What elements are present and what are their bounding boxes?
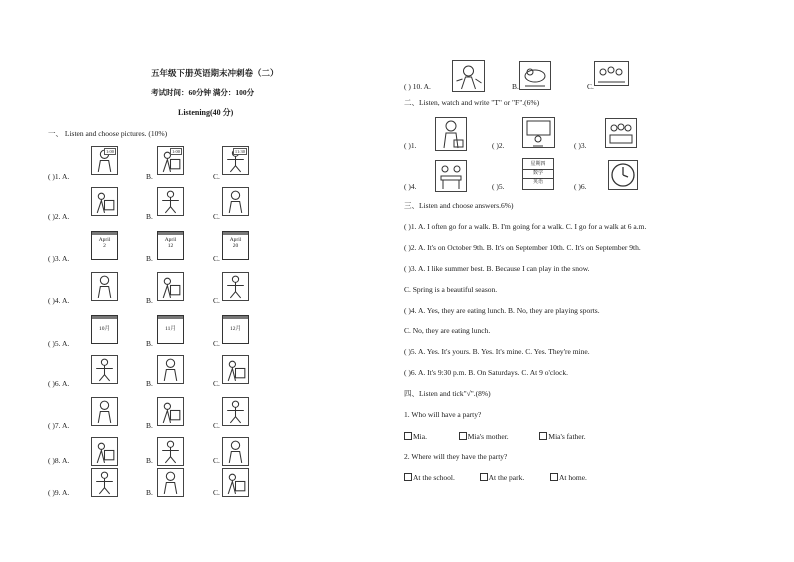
s1-question-label: ( )4. A.: [48, 296, 70, 305]
family-icon: [222, 397, 249, 426]
s1-option-c: C.: [213, 172, 220, 181]
calendar-month: April: [229, 237, 242, 243]
option-mias-father: Mia's father.: [548, 432, 586, 441]
checkbox[interactable]: [539, 432, 547, 440]
reading-icon: [157, 187, 184, 216]
s1-question-label: ( )1. A.: [48, 172, 70, 181]
people-icon: [222, 437, 249, 466]
calendar-month: April: [98, 237, 111, 243]
calendar-month: 11月: [165, 326, 176, 332]
schedule-subject-2: 英语: [532, 180, 543, 185]
calendar-icon: [157, 231, 184, 260]
clock-boy-icon: [222, 146, 249, 175]
calendar-icon: [91, 315, 118, 344]
s1-option-b: B.: [146, 254, 153, 263]
s4-question-1: 1. Who will have a party?: [404, 410, 482, 419]
schedule-subject-1: 数学: [523, 170, 553, 179]
s4-q2-options: [404, 473, 587, 482]
s1-question-label: ( )3. A.: [48, 254, 70, 263]
s3-question-3c: C. Spring is a beautiful season.: [404, 285, 498, 294]
s3-question-6: ( )6. A. It's 9:30 p.m. B. On Saturdays. C. At 9 o'clock.: [404, 368, 568, 377]
s2-item-1: ( )1.: [404, 141, 417, 150]
s3-question-3: ( )3. A. I like summer best. B. Because I can play in the snow.: [404, 264, 590, 273]
s1-option-c: C.: [213, 379, 220, 388]
option-home: At home.: [559, 473, 587, 482]
calendar-month: April: [164, 237, 177, 243]
calendar-icon: [222, 315, 249, 344]
s2-item-5: ( )5.: [492, 182, 505, 191]
checkbox[interactable]: [404, 432, 412, 440]
basket-icon: [91, 437, 118, 466]
bag-icon: [157, 437, 184, 466]
section4-heading: 四、Listen and tick"√".(8%): [404, 389, 491, 398]
s1-option-b: B.: [146, 172, 153, 181]
number-one-coin-icon: [91, 468, 118, 497]
children-playing-icon: [91, 355, 118, 384]
s1-option-c: C.: [213, 339, 220, 348]
s1-question-label: ( )6. A.: [48, 379, 70, 388]
calendar-day: 2: [103, 243, 106, 250]
s3-question-4c: C. No, they are eating lunch.: [404, 326, 491, 335]
s2-picture-1: [435, 117, 467, 151]
boy-waving-icon: [157, 272, 184, 301]
calendar-day: 12: [167, 243, 174, 250]
s2-picture-4: [435, 160, 467, 192]
exam-info: 考试时间：60分钟 满分：100分: [151, 88, 255, 97]
s1-option-c: C.: [213, 456, 220, 465]
s1-question-label: ( )2. A.: [48, 212, 70, 221]
q10-picture-b: [519, 61, 551, 90]
s4-q1-options: [404, 432, 586, 441]
checkbox[interactable]: [404, 473, 412, 481]
boy-running-icon: [222, 355, 249, 384]
clock-time: 11:30: [234, 149, 245, 154]
s1-option-c: C.: [213, 421, 220, 430]
s1-option-c: C.: [213, 296, 220, 305]
listening-title: Listening(40 分): [178, 108, 234, 117]
schedule-day: 星期四: [523, 161, 553, 170]
s1-question-label: ( )5. A.: [48, 339, 70, 348]
option-park: At the park.: [488, 473, 525, 482]
birthday-icon: [157, 397, 184, 426]
clock-icon: [609, 161, 637, 189]
number-three-coin-icon: [157, 468, 184, 497]
s1-option-b: B.: [146, 339, 153, 348]
s2-item-2: ( )2.: [492, 141, 505, 150]
calendar-month: 10月: [98, 326, 110, 332]
calendar-icon: [222, 231, 249, 260]
s1-option-c: C.: [213, 254, 220, 263]
clock-coin-icon: [222, 468, 249, 497]
s1-option-b: B.: [146, 212, 153, 221]
calendar-icon: [91, 231, 118, 260]
s1-option-b: B.: [146, 379, 153, 388]
s1-option-c: C.: [213, 212, 220, 221]
q10-label: ( ) 10. A.: [404, 82, 431, 91]
q10-option-b: B.: [512, 82, 519, 91]
option-mias-mother: Mia's mother.: [467, 432, 509, 441]
s3-question-1: ( )1. A. I often go for a walk. B. I'm going for a walk. C. I go for a walk at 6 a.m.: [404, 222, 647, 231]
checkbox[interactable]: [459, 432, 467, 440]
s1-option-b: B.: [146, 488, 153, 497]
q10-picture-c: [594, 61, 629, 86]
s2-picture-2: [522, 117, 555, 148]
section1-heading: 一、 Listen and choose pictures. (10%): [48, 129, 168, 138]
s1-question-label: ( )7. A.: [48, 421, 70, 430]
clock-time: 1:00: [171, 149, 180, 154]
s2-schedule-card: [522, 158, 554, 190]
option-school: At the school.: [413, 473, 455, 482]
s2-item-6: ( )6.: [574, 182, 587, 191]
option-mia: Mia.: [413, 432, 427, 441]
checkbox[interactable]: [550, 473, 558, 481]
clock-girl-icon: [157, 146, 184, 175]
page-title: 五年级下册英语期末冲刺卷（二）: [151, 68, 279, 78]
s2-clock-picture: [608, 160, 638, 190]
girl-icon: [222, 272, 249, 301]
s1-option-b: B.: [146, 456, 153, 465]
s1-option-b: B.: [146, 421, 153, 430]
s2-item-3: ( )3.: [574, 141, 587, 150]
climbing-icon: [157, 355, 184, 384]
s1-option-b: B.: [146, 296, 153, 305]
calendar-month: 12月: [229, 326, 241, 332]
s2-picture-3: [605, 118, 637, 148]
calendar-icon: [157, 315, 184, 344]
section2-heading: 二、Listen, watch and write "T" or "F".(6%): [404, 98, 540, 107]
checkbox[interactable]: [480, 473, 488, 481]
clock-time: 1:00: [105, 149, 114, 154]
cleaning-icon: [222, 187, 249, 216]
s1-option-c: C.: [213, 488, 220, 497]
s3-question-2: ( )2. A. It's on October 9th. B. It's on September 10th. C. It's on September 9th.: [404, 243, 641, 252]
s2-item-4: ( )4.: [404, 182, 417, 191]
s4-question-2: 2. Where will they have the party?: [404, 452, 508, 461]
q10-option-c: C.: [587, 82, 594, 91]
q10-picture-a: [452, 60, 485, 92]
s3-question-5: ( )5. A. Yes. It's yours. B. Yes. It's mine. C. Yes. They're mine.: [404, 347, 590, 356]
section3-heading: 三、Listen and choose answers.6%): [404, 201, 514, 210]
calendar-day: 20: [232, 243, 239, 250]
s3-question-4: ( )4. A. Yes, they are eating lunch. B. No, they are playing sports.: [404, 306, 600, 315]
writing-icon: [91, 187, 118, 216]
clock-boy-icon: [91, 146, 118, 175]
boy-icon: [91, 272, 118, 301]
s1-question-label: ( )8. A.: [48, 456, 70, 465]
s1-question-label: ( )9. A.: [48, 488, 70, 497]
party-icon: [91, 397, 118, 426]
